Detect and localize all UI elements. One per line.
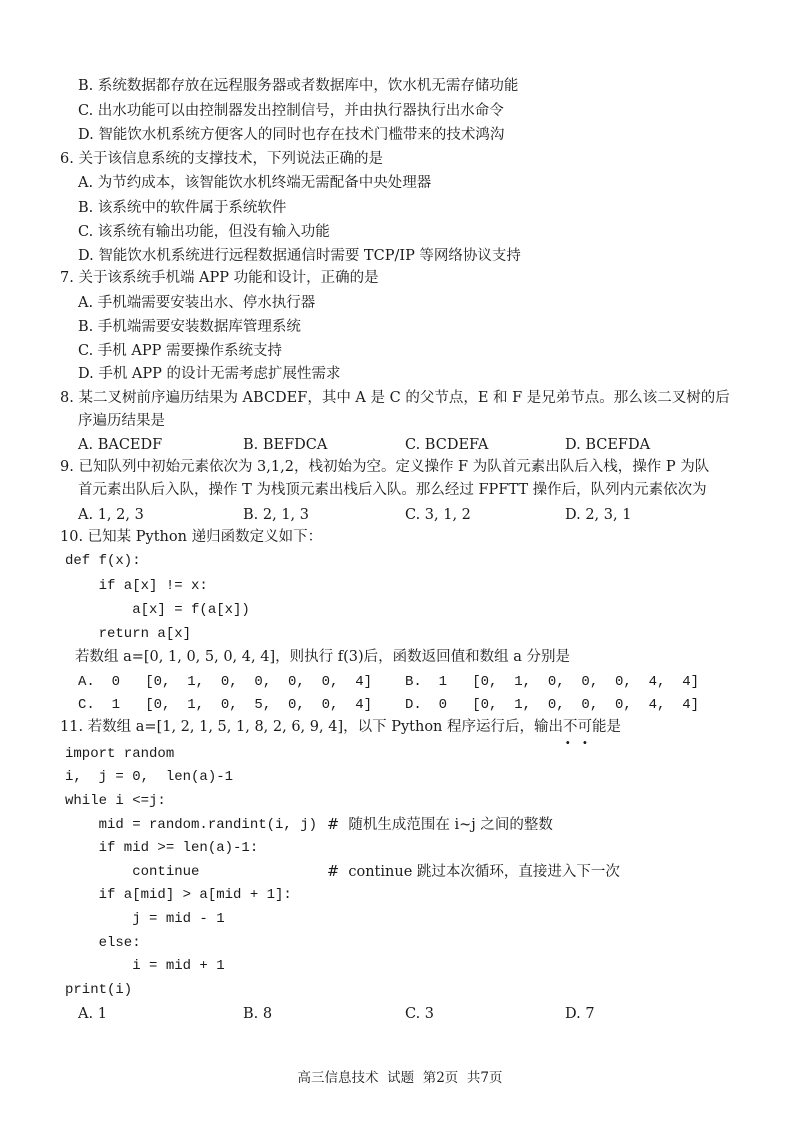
- q10-option-b: B. 1 [0, 1, 0, 0, 0, 4, 4]: [405, 674, 700, 690]
- q11-code-line: if a[mid] > a[mid + 1]:: [65, 887, 292, 903]
- q7-option-b: B. 手机端需要安装数据库管理系统: [78, 319, 301, 335]
- q7-option-a: A. 手机端需要安装出水、停水执行器: [78, 295, 316, 311]
- q10-option-a: A. 0 [0, 1, 0, 0, 0, 0, 4]: [78, 674, 373, 690]
- q5-option-b: B. 系统数据都存放在远程服务器或者数据库中，饮水机无需存储功能: [78, 78, 519, 94]
- q10-code-line: if a[x] != x:: [65, 578, 208, 594]
- q7-option-d: D. 手机 APP 的设计无需考虑扩展性需求: [78, 366, 341, 382]
- q6-option-c: C. 该系统有输出功能，但没有输入功能: [78, 224, 330, 240]
- q6-option-b: B. 该系统中的软件属于系统软件: [78, 200, 287, 216]
- q11-code-line: else:: [65, 935, 141, 951]
- q9-option-c: C. 3, 1, 2: [405, 507, 471, 523]
- q7-stem: 7. 关于该系统手机端 APP 功能和设计，正确的是: [60, 270, 379, 286]
- q10-condition: 若数组 a=[0, 1, 0, 5, 0, 4, 4]，则执行 f(3)后，函数返回值和数组 a 分别是: [75, 649, 570, 665]
- q10-option-c: C. 1 [0, 1, 0, 5, 0, 0, 4]: [78, 697, 373, 713]
- q9-option-d: D. 2, 3, 1: [565, 507, 632, 523]
- q11-option-c: C. 3: [405, 1006, 435, 1022]
- q8-option-d: D. BCEFDA: [565, 437, 651, 453]
- q10-option-d: D. 0 [0, 1, 0, 0, 0, 4, 4]: [405, 697, 700, 713]
- q11-option-a: A. 1: [78, 1006, 107, 1022]
- q11-stem: [60, 716, 621, 738]
- q11-code-line: print(i): [65, 982, 133, 998]
- q6-option-a: A. 为节约成本，该智能饮水机终端无需配备中央处理器: [78, 175, 432, 191]
- q11-stem-emphasis: 不可能 · ·: [563, 719, 607, 735]
- q6-stem: 6. 关于该信息系统的支撑技术，下列说法正确的是: [60, 151, 383, 167]
- q11-code-line: if mid >= len(a)-1:: [65, 840, 259, 856]
- q8-option-c: C. BCDEFA: [405, 437, 489, 453]
- q11-code-line: i, j = 0, len(a)-1: [65, 769, 234, 785]
- q11-stem-pre: 11. 若数组 a=[1, 2, 1, 5, 1, 8, 2, 6, 9, 4]，以下 Python 程序运行后，输出: [60, 719, 564, 735]
- q11-stem-post: 是: [606, 719, 622, 735]
- q11-option-d: D. 7: [565, 1006, 595, 1022]
- q8-option-a: A. BACEDF: [78, 437, 163, 453]
- q6-option-d: D. 智能饮水机系统进行远程数据通信时需要 TCP/IP 等网络协议支持: [78, 248, 521, 264]
- q9-option-a: A. 1, 2, 3: [78, 507, 144, 523]
- q9-stem-line2: 首元素出队后入队，操作 T 为栈顶元素出栈后入队。那么经过 FPFTT 操作后，队列内元素依次为: [78, 482, 707, 498]
- q11-comment-continue: # continue 跳过本次循环，直接进入下一次: [327, 864, 620, 880]
- q11-code-line: mid = random.randint(i, j): [65, 817, 318, 833]
- q11-code-line: i = mid + 1: [65, 958, 225, 974]
- q11-option-b: B. 8: [243, 1006, 273, 1022]
- q10-stem: 10. 已知某 Python 递归函数定义如下：: [60, 529, 323, 545]
- q7-option-c: C. 手机 APP 需要操作系统支持: [78, 343, 282, 359]
- q10-code-line: def f(x):: [65, 553, 141, 569]
- page-footer: 高三信息技术 试题 第2页 共7页: [297, 1070, 503, 1086]
- q10-code-line: return a[x]: [65, 626, 192, 642]
- q11-code-line: j = mid - 1: [65, 911, 225, 927]
- q9-option-b: B. 2, 1, 3: [243, 507, 309, 523]
- q11-code-line: while i <=j:: [65, 793, 166, 809]
- q10-code-line: a[x] = f(a[x]): [65, 602, 250, 618]
- q8-option-b: B. BEFDCA: [243, 437, 328, 453]
- q9-stem-line1: 9. 已知队列中初始元素依次为 3,1,2，栈初始为空。定义操作 F 为队首元素出队后入栈，操作 P 为队: [60, 459, 710, 475]
- q11-code-line: import random: [65, 746, 175, 762]
- q5-option-d: D. 智能饮水机系统方便客人的同时也存在技术门槛带来的技术鸿沟: [78, 127, 505, 143]
- q8-stem-line1: 8. 某二叉树前序遍历结果为 ABCDEF，其中 A 是 C 的父节点，E 和 F 是兄弟节点。那么该二叉树的后: [60, 390, 730, 406]
- q11-code-line: continue: [65, 864, 200, 880]
- q5-option-c: C. 出水功能可以由控制器发出控制信号，并由执行器执行出水命令: [78, 103, 504, 119]
- q11-comment-randint: # 随机生成范围在 i~j 之间的整数: [327, 817, 553, 833]
- q8-stem-line2: 序遍历结果是: [78, 413, 165, 429]
